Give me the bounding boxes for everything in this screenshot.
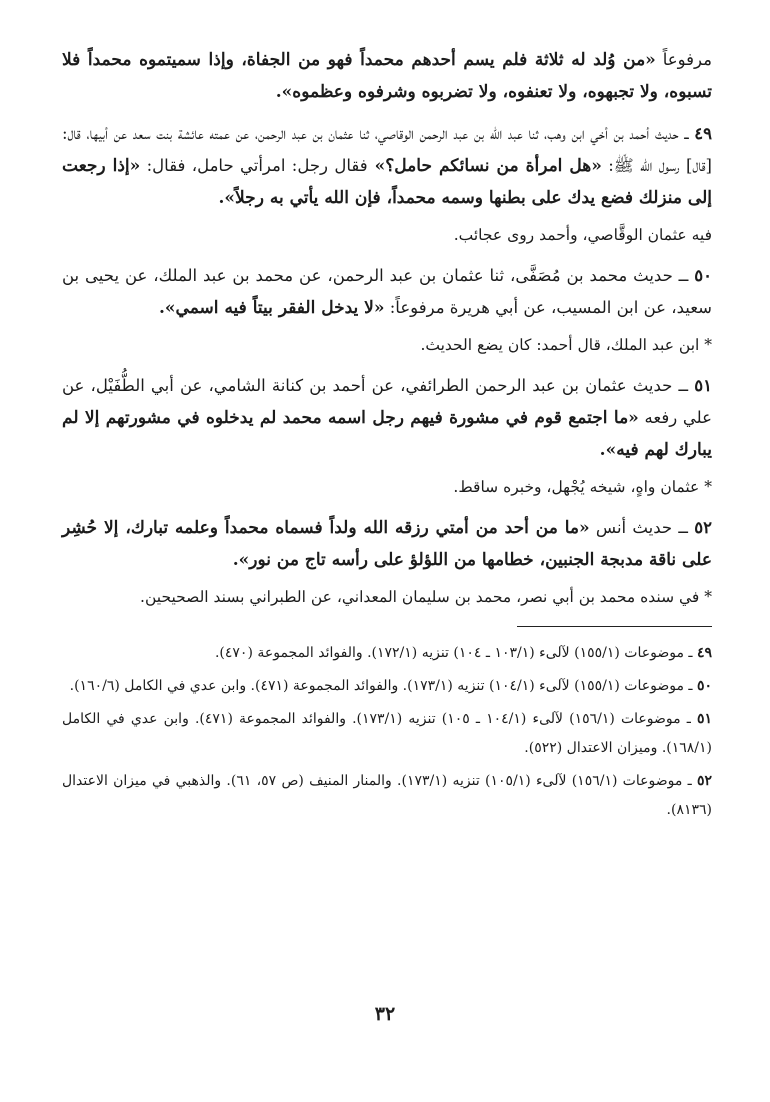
hadith-50-text: ــ حديث محمد بن مُصَفَّى، ثنا عثمان بن عبد الرحمن، عن محمد بن عبد الملك، عن يحيى بن سعيد، عن ابن المسيب، عن أبي هريرة مرفوعاً: [62, 266, 712, 317]
footnote-number: ٥١ [696, 711, 712, 727]
hadith-49-comment: فيه عثمان الوقَّاصي، وأحمد روى عجائب. [453, 226, 712, 244]
hadith-52 [62, 512, 712, 576]
footnote [62, 672, 712, 701]
hadith-49-quote-2: «إذا رجعت إلى منزلك فضع يدك على بطنها وسمه محمداً، فإن الله يأتي به رجلاً». [62, 156, 712, 208]
hadith-52-quote: «ما من أحد من أمتي رزقه الله ولداً فسماه محمداً وعلمه تبارك، إلا حُشِر على ناقة مدبجة الجنبين، خطامها من اللؤلؤ على رأسه تاج من نور». [62, 518, 712, 570]
hadith-52-comment: * في سنده محمد بن أبي نصر، محمد بن سليمان المعداني، عن الطبراني بسند الصحيحين. [140, 588, 712, 606]
page-body [62, 44, 712, 829]
footnote [62, 639, 712, 668]
hadith-51-comment: * عثمان واهٍ، شيخه يُجْهل، وخبره ساقط. [453, 478, 712, 496]
footnote-separator [517, 626, 712, 627]
footnote [62, 767, 712, 825]
hadith-51 [62, 370, 712, 466]
hadith-50-number: ٥٠ [694, 266, 713, 285]
footnote-text: ـ موضوعات (١٥٥/١) لآلىء (١٠٤/١) تنزيه (١٧٣/١). والفوائد المجموعة (٤٧١). وابن عدي في الكامل (١٦٠/٦). [69, 678, 693, 694]
hadith-51-number: ٥١ [694, 376, 712, 395]
footnote-number: ٤٩ [696, 645, 712, 661]
hadith-49-mid: فقال رجل: امرأتي حامل، فقال: [140, 156, 368, 175]
hadith-49-text: ــ حديث أحمد بن أخي ابن وهب، ثنا عبد الله بن عبد الرحمن الوقاصي، ثنا عثمان بن عبد الرحمن، عن عمته عائشة بنت سعد عن أبيها، قال: [قال] رسول الله ﷺ: [62, 124, 712, 175]
hadith-50 [62, 260, 712, 324]
footnote-number: ٥٢ [696, 773, 713, 789]
hadith-49-quote-1: «هل امرأة من نسائكم حامل؟» [367, 156, 602, 176]
footnote-text: ـ موضوعات (١٥٦/١) لآلىء (١٠٥/١) تنزيه (١٧٣/١). والمنار المنيف (ص ٥٧، ٦١). والذهبي في ميزان الاعتدال (٨١٣٦). [62, 773, 712, 818]
hadith-50-comment: * ابن عبد الملك، قال أحمد: كان يضع الحديث. [420, 336, 712, 354]
intro-quote: «من وُلد له ثلاثة فلم يسم أحدهم محمداً فهو من الجفاة، وإذا سميتموه محمداً فلا تسبوه، ولا تجبهوه، ولا تعنفوه، ولا تضربوه وشرفوه وعظموه». [62, 50, 712, 102]
footnote-text: ـ موضوعات (١٥٦/١) لآلىء (١٠٤/١ ـ ١٠٥) تنزيه (١٧٣/١). والفوائد المجموعة (٤٧١). وابن عدي في الكامل (١٦٨/١). وميزان الاعتدال (٥٢٢). [62, 711, 712, 756]
footnote [62, 705, 712, 763]
hadith-51-text: ــ حديث عثمان بن عبد الرحمن الطرائفي، عن أحمد بن كنانة الشامي، عن أبي الطُّفَيْل، عن علي رفعه [62, 376, 712, 427]
footnotes [62, 639, 712, 825]
hadith-52-number: ٥٢ [694, 518, 712, 537]
hadith-52-text: ــ حديث أنس [589, 518, 688, 537]
footnote-number: ٥٠ [696, 678, 712, 694]
intro-prefix: مرفوعاً [655, 50, 712, 69]
hadith-50-quote: «لا يدخل الفقر بيتاً فيه اسمي». [159, 298, 385, 318]
hadith-51-quote: «ما اجتمع قوم في مشورة فيهم رجل اسمه محمد لم يدخلوه في مشورتهم إلا لم يبارك لهم فيه». [62, 408, 712, 460]
page-number: ٣٢ [374, 1003, 396, 1025]
hadith-49 [62, 118, 712, 214]
hadith-49-number: ٤٩ [694, 124, 712, 143]
footnote-text: ـ موضوعات (١٥٥/١) لآلىء (١٠٣/١ ـ ١٠٤) تنزيه (١٧٢/١). والفوائد المجموعة (٤٧٠). [214, 645, 693, 661]
intro-paragraph [62, 44, 712, 108]
